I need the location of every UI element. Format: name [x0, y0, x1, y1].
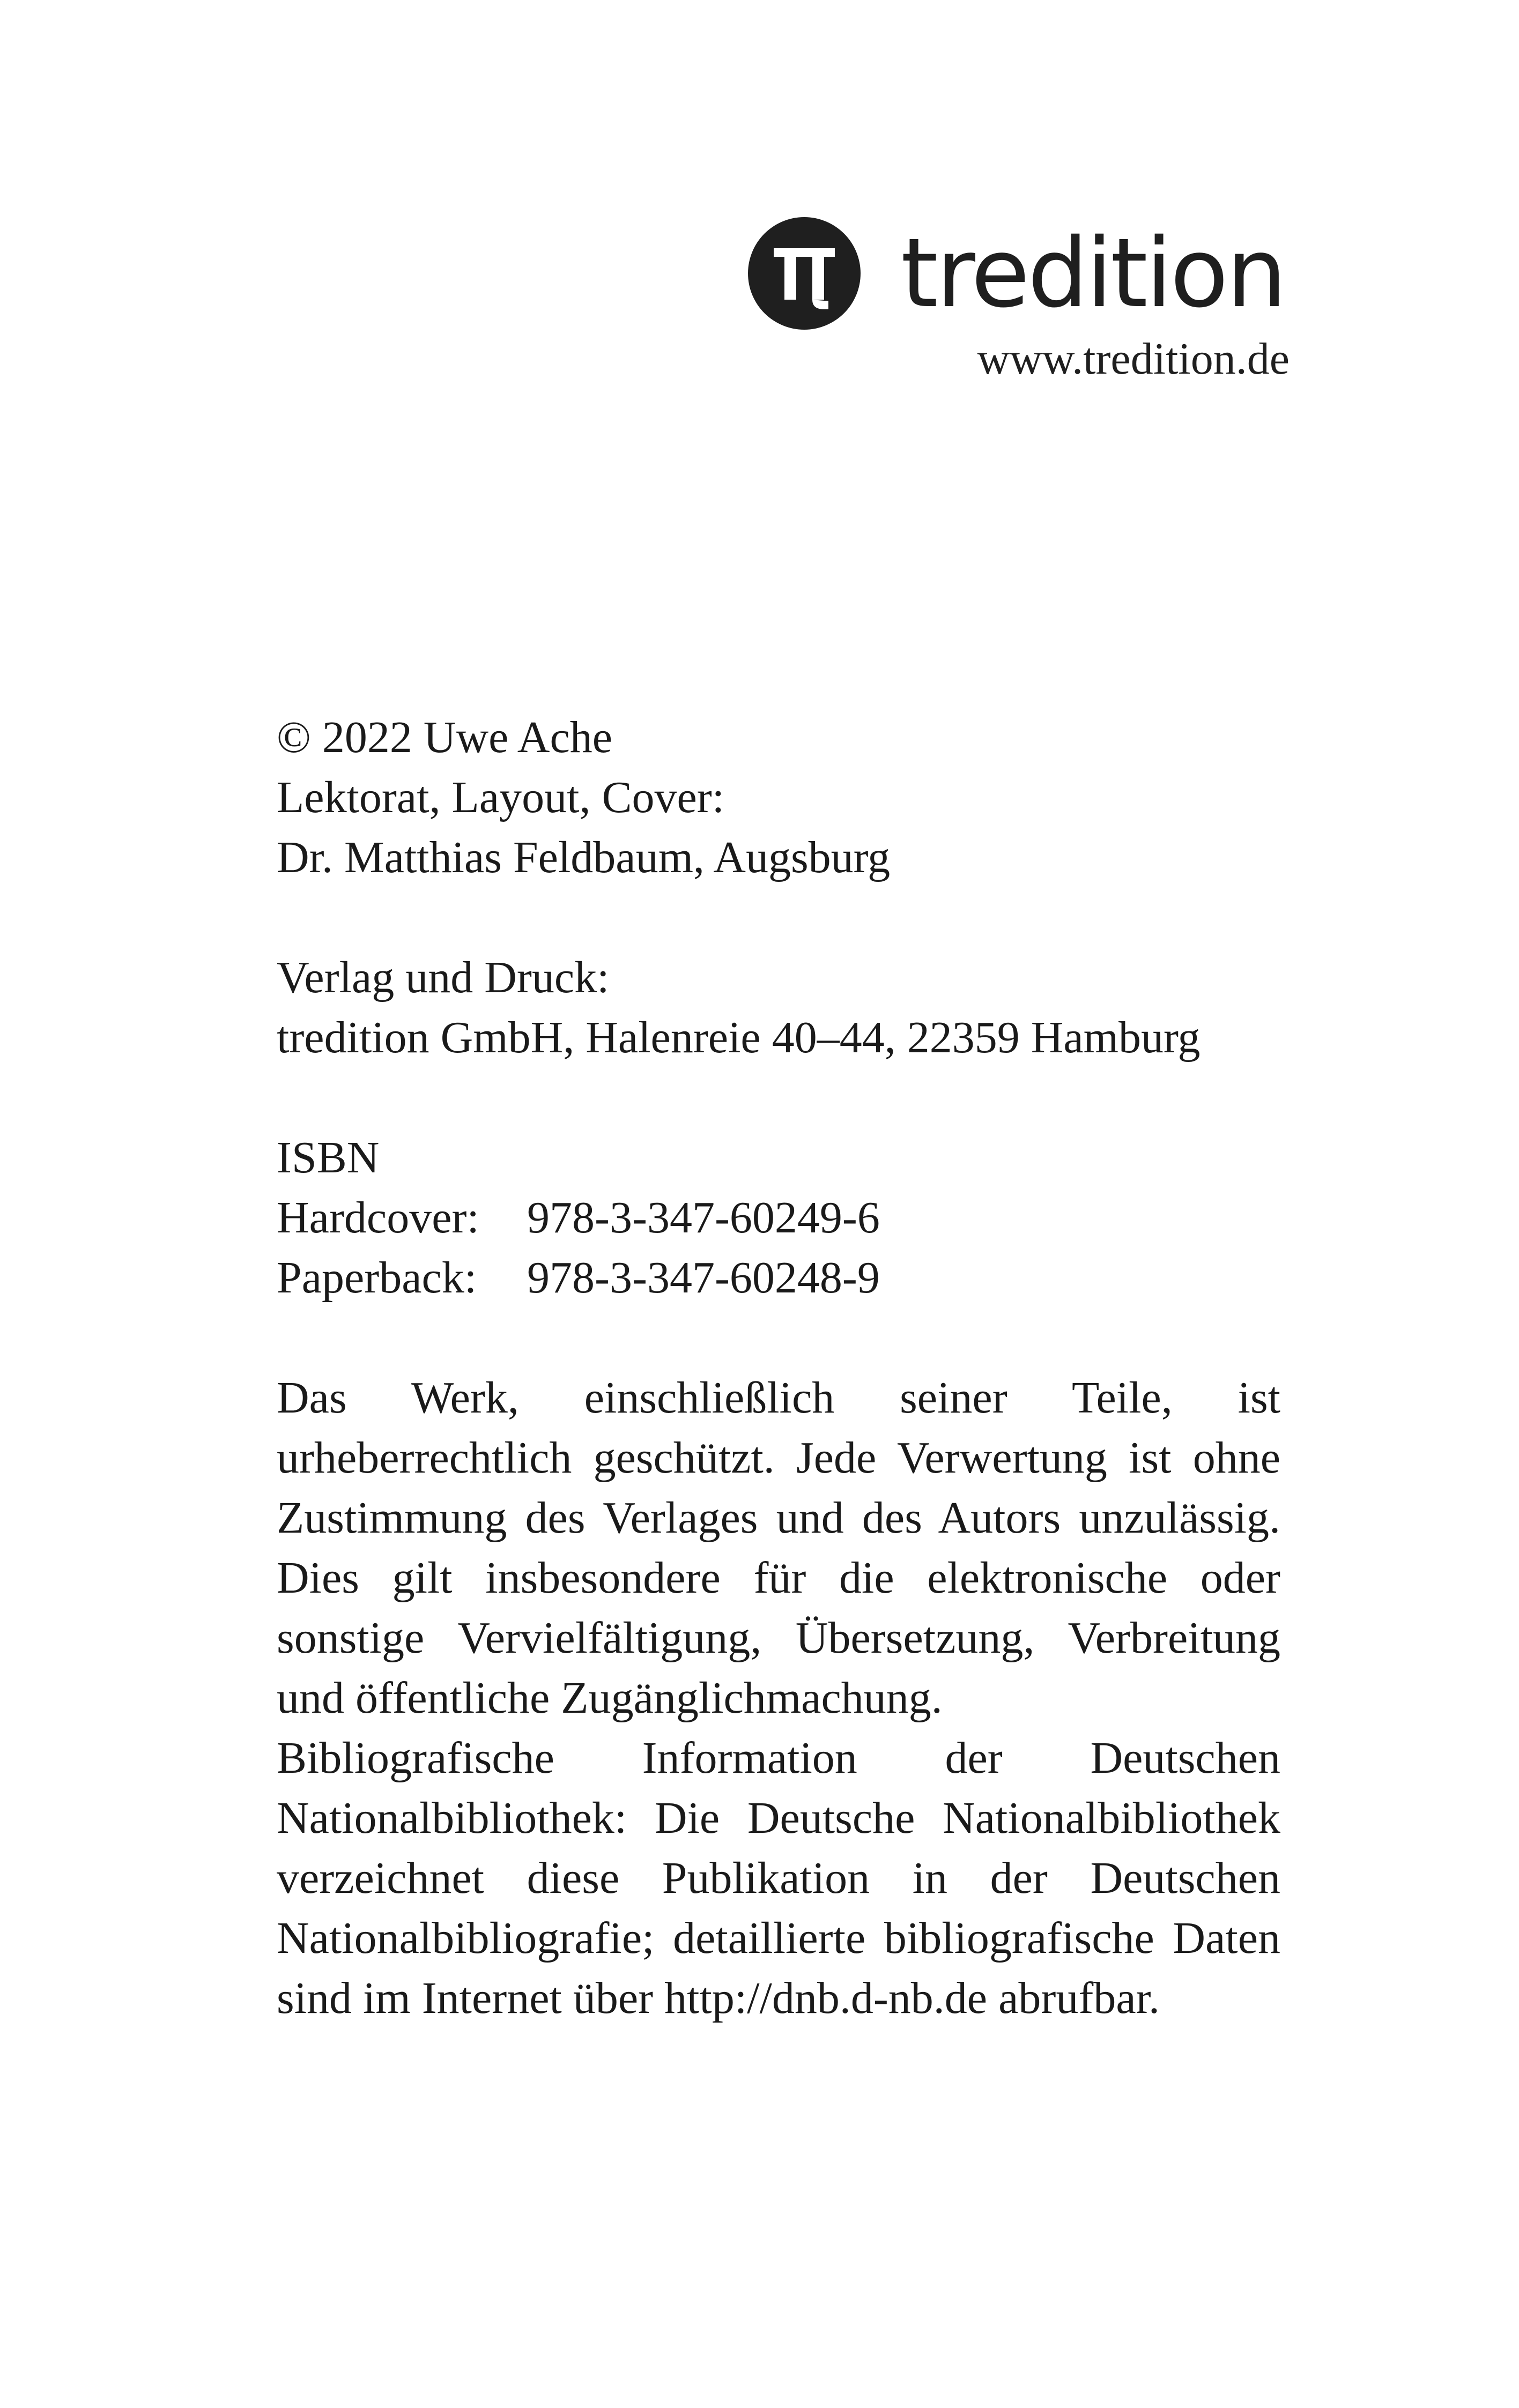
print-label: Verlag und Druck:: [277, 953, 610, 1002]
print-value: tredition GmbH, Halenreie 40–44, 22359 Hamburg: [277, 1013, 1201, 1062]
isbn-value: 978-3-347-60249-6: [527, 1193, 880, 1243]
publisher-url: www.tredition.de: [977, 334, 1290, 384]
isbn-row-paperback: [277, 1248, 1280, 1308]
print-credits: [277, 948, 1280, 1068]
copyright-line: © 2022 Uwe Ache: [277, 712, 613, 762]
publisher-logo-wordmark: tredition: [901, 218, 1285, 329]
isbn-value: 978-3-347-60248-9: [527, 1253, 880, 1303]
editorial-credits: [277, 768, 1280, 888]
isbn-section: [277, 1128, 1280, 1308]
isbn-row-hardcover: [277, 1188, 1280, 1248]
editorial-label: Lektorat, Layout, Cover:: [277, 772, 725, 822]
imprint-text-column: [277, 708, 1280, 2028]
editorial-value: Dr. Matthias Feldbaum, Augsburg: [277, 833, 891, 882]
tredition-logo-icon: [748, 217, 861, 330]
isbn-label: Hardcover:: [277, 1193, 479, 1243]
bibliographic-notice: Bibliografische Information der Deutschen Nationalbibliothek: Die Deutsche Nationalbibliothek verzeichnet diese Publikation in der Deutschen Nationalbibliografie; detaillierte bibliografische Daten sind im Internet über http://dnb.d-nb.de abrufbar.: [277, 1733, 1280, 2023]
isbn-label: Paperback:: [277, 1253, 477, 1303]
isbn-heading: ISBN: [277, 1133, 380, 1183]
publisher-logo: [748, 217, 1290, 335]
copyright-notice: Das Werk, einschließlich seiner Teile, ist urheberrechtlich geschützt. Jede Verwertung ist ohne Zustimmung des Verlages und des Autors unzulässig. Dies gilt insbesondere für die elektronische oder sonstige Vervielfältigung, Übersetzung, Verbreitung und öffentliche Zugänglichmachung.: [277, 1373, 1280, 1723]
